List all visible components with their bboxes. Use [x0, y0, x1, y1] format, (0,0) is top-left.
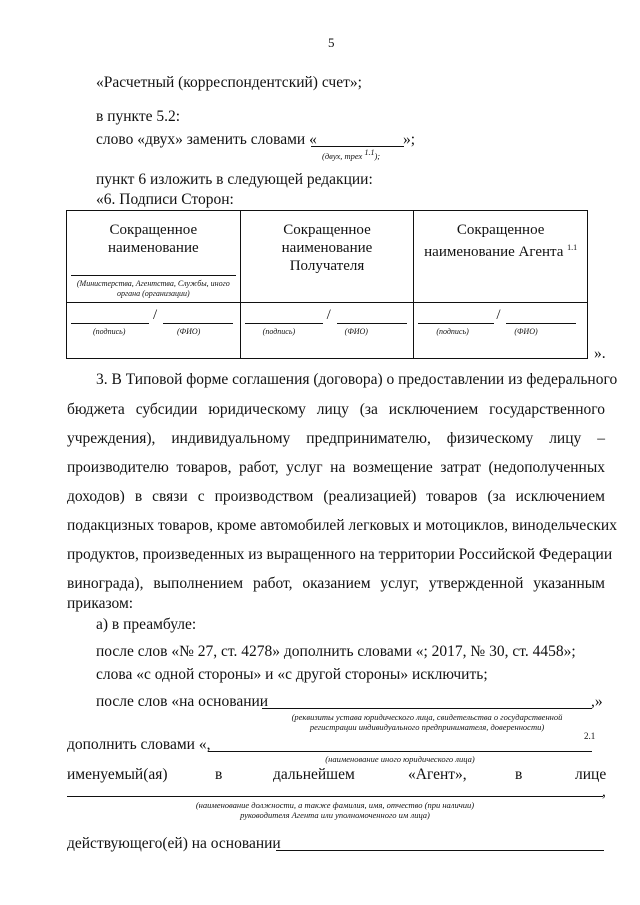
col1-header: Сокращенное наименование: [108, 222, 199, 256]
fio-caption: (ФИО): [344, 327, 368, 336]
sign-caption: (подпись): [262, 327, 296, 336]
item-preamble: а) в преамбуле:: [96, 616, 197, 633]
add-words-sup: 2.1: [584, 731, 596, 741]
page-number: 5: [328, 35, 335, 50]
col3-header: Сокращенное наименование Агента $^{1.1}$: [424, 222, 578, 260]
position-blank: [67, 796, 603, 797]
col2-header: Сокращенное наименование Получателя: [281, 222, 373, 274]
sign-caption: (подпись): [93, 327, 126, 336]
sign-line: [418, 323, 494, 324]
basis-blank: [262, 708, 592, 709]
fio-line: [163, 323, 233, 324]
basis-note-1: (реквизиты устава юридического лица, свидетельства о государственной: [291, 712, 563, 722]
item-on-basis: после слов «на основании: [96, 693, 269, 710]
table-cell-ministry: [67, 211, 241, 303]
para3-line-1: 3. В Типовой форме соглашения (договора) о предоставлении из федерального: [96, 371, 618, 388]
slash: /: [326, 307, 331, 323]
fio-line: [506, 323, 576, 324]
add-words-blank: [208, 751, 592, 752]
basis-end: ,»: [591, 693, 603, 710]
slash: /: [496, 307, 501, 323]
sign-line: [245, 323, 323, 324]
col1-underline: [71, 275, 236, 276]
table-cell-sign-2: [240, 303, 414, 359]
table-cell-recipient: [240, 211, 414, 303]
line-clause-5-2: в пункте 5.2:: [96, 108, 181, 125]
item-after-words: после слов «№ 27, ст. 4278» дополнить словами «; 2017, № 30, ст. 4458»;: [96, 643, 576, 660]
item-add-words: дополнить словами «,: [67, 736, 211, 753]
line-replace-word: слово «двух» заменить словами «: [96, 131, 317, 148]
fio-caption: (ФИО): [177, 327, 201, 336]
table-closing: ».: [594, 345, 606, 362]
line-replace-end: »;: [403, 131, 416, 148]
line-signatures-title: «6. Подписи Сторон:: [96, 191, 234, 208]
basis-note-2: регистрации индивидуального предпринимателя, доверенности): [309, 722, 545, 732]
table-cell-sign-3: [414, 303, 588, 359]
position-note-2: руководителя Агента или уполномоченного им лица): [240, 810, 430, 820]
table-cell-sign-1: [67, 303, 241, 359]
item-exclude: слова «с одной стороны» и «с другой стороны» исключить;: [96, 666, 488, 683]
col1-note: (Министерства, Агентства, Службы, иного органа (организации): [76, 279, 230, 298]
para3-line-6: подакцизных товаров, кроме автомобилей легковых и мотоциклов, винодельческих: [67, 517, 617, 534]
item-acting-basis: действующего(ей) на основании: [67, 835, 281, 852]
para3-line-4: производителю товаров, работ, услуг на возмещение затрат (недополученных: [67, 459, 605, 476]
para3-line-5: доходов) в связи с производством (реализацией) товаров (за исключением: [67, 488, 605, 505]
replace-note: (двух, трех $^{1.1}$);: [322, 148, 381, 161]
signature-table: [66, 210, 588, 359]
line-clause-6: пункт 6 изложить в следующей редакции:: [96, 171, 373, 188]
add-words-note: (наименование иного юридического лица): [325, 754, 475, 764]
sign-line: [71, 323, 149, 324]
word-person: лице: [575, 766, 607, 783]
word-further: дальнейшем: [273, 766, 355, 783]
fio-line: [337, 323, 407, 324]
para3-line-2: бюджета субсидии юридическому лицу (за исключением государственного: [67, 401, 605, 418]
word-named: именуемый(ая): [67, 766, 168, 783]
para3-line-8: винограда), выполнением работ, оказанием услуг, утвержденной указанным: [67, 575, 605, 592]
acting-basis-blank: [276, 850, 604, 851]
para3-line-9: приказом:: [67, 595, 134, 612]
position-note-1: (наименование должности, а также фамилия, имя, отчество (при наличии): [195, 800, 475, 810]
word-agent: «Агент»,: [408, 766, 467, 783]
para3-line-7: продуктов, произведенных из выращенного на территории Российской Федерации: [67, 546, 613, 563]
position-comma: ,: [602, 783, 606, 800]
table-cell-agent: [414, 211, 588, 303]
line-account: «Расчетный (корреспондентский) счет»;: [96, 74, 362, 91]
sign-caption: (подпись): [436, 327, 469, 336]
para3-line-3: учреждения), индивидуальному предпринимателю, физическому лицу –: [67, 430, 605, 447]
fio-caption: (ФИО): [514, 327, 538, 336]
word-in-2: в: [515, 766, 523, 783]
word-in: в: [215, 766, 223, 783]
slash: /: [153, 307, 158, 323]
blank-line: [311, 146, 404, 147]
